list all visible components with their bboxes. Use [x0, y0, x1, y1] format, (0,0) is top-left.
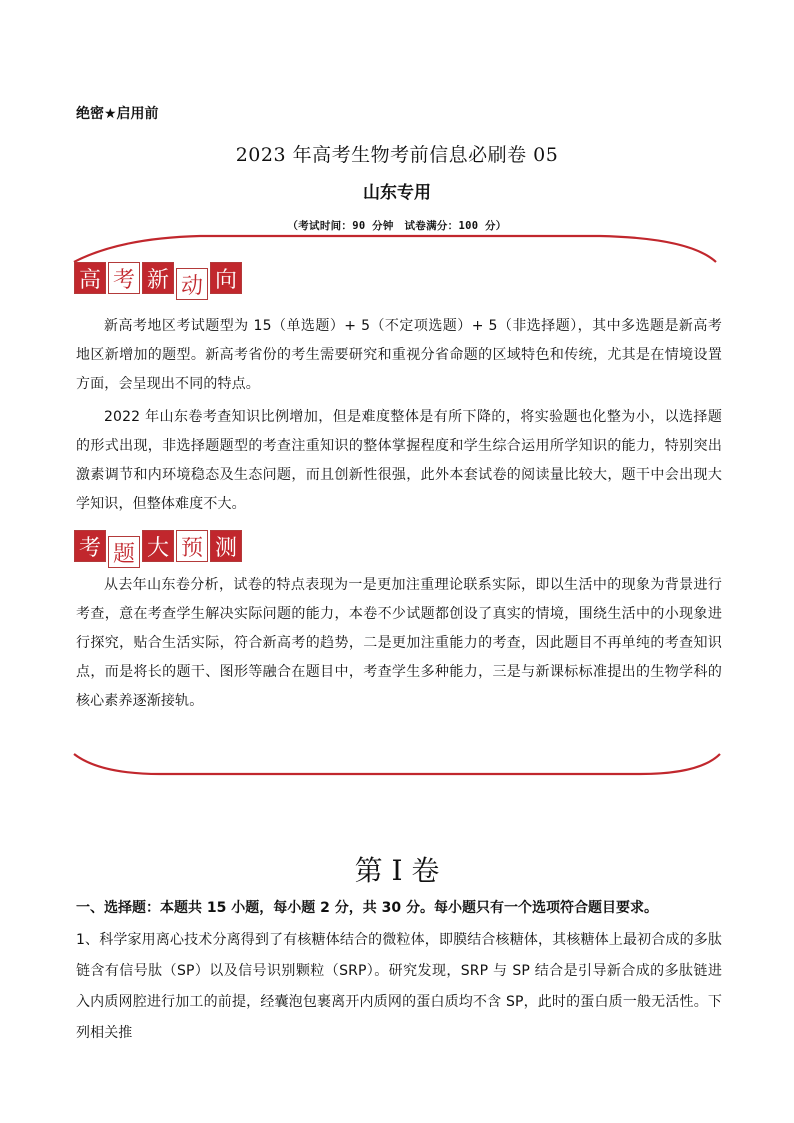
- trend-paragraph-1: 新高考地区考试题型为 15（单选题）+ 5（不定项选题）+ 5（非选择题），其中多选题是新高考地区新增加的题型。新高考省份的考生需要研究和重视分省命题的区域特色和传统，尤其是在情境设置方面，会呈现出不同的特点。: [76, 318, 722, 392]
- question-1: 1、科学家用离心技术分离得到了有核糖体结合的微粒体，即膜结合核糖体，其核糖体上最初合成的多肽链含有信号肽（SP）以及信号识别颗粒（SRP）。研究发现，SRP 与 SP 结合是引导新合成的多肽链进入内质网腔进行加工的前提，经囊泡包裹离开内质网的蛋白质均不含 SP，此时的蛋白质一般无活性。下列相关推: [76, 932, 722, 1041]
- header-char: 考: [108, 262, 140, 294]
- section-header-prediction: [74, 530, 242, 567]
- header-char: 向: [210, 262, 242, 294]
- header-char: 题: [108, 536, 140, 568]
- header-char: 新: [142, 262, 174, 294]
- prediction-paragraph: 从去年山东卷分析，试卷的特点表现为一是更加注重理论联系实际，即以生活中的现象为背景进行考查，意在考查学生解决实际问题的能力，本卷不少试题都创设了真实的情境，围绕生活中的小现象进行探究，贴合生活实际，符合新高考的趋势，二是更加注重能力的考查，因此题目不再单纯的考查知识点，而是将长的题干、图形等融合在题目中，考查学生多种能力，三是与新课标标准提出的生物学科的核心素养逐渐接轨。: [76, 577, 722, 709]
- section-header-trends: [74, 262, 242, 299]
- volume-title: 第 I 卷: [354, 854, 440, 887]
- confidential-label: 绝密★启用前: [76, 106, 159, 122]
- header-char: 测: [210, 530, 242, 562]
- trend-paragraph-2: 2022 年山东卷考查知识比例增加，但是难度整体是有所下降的，将实验题也化整为小，以选择题的形式出现，非选择题题型的考查注重知识的整体掌握程度和学生综合运用所学知识的能力，特别突出激素调节和内环境稳态及生态问题，而且创新性很强，此外本套试卷的阅读量比较大，题干中会出现大学知识，但整体难度不大。: [76, 409, 722, 512]
- header-char: 考: [74, 530, 106, 562]
- paper-title: 2023 年高考生物考前信息必刷卷 05: [235, 144, 559, 166]
- paper-subtitle: 山东专用: [363, 183, 431, 203]
- header-char: 高: [74, 262, 106, 294]
- exam-info: （考试时间：90 分钟 试卷满分：100 分）: [287, 220, 507, 232]
- header-char: 大: [142, 530, 174, 562]
- header-char: 预: [176, 530, 208, 562]
- bottom-arc: [74, 754, 720, 774]
- header-char: 动: [176, 268, 208, 300]
- section-intro: 一、选择题：本题共 15 小题，每小题 2 分，共 30 分。每小题只有一个选项符合题目要求。: [76, 900, 658, 916]
- top-arc: [74, 236, 716, 262]
